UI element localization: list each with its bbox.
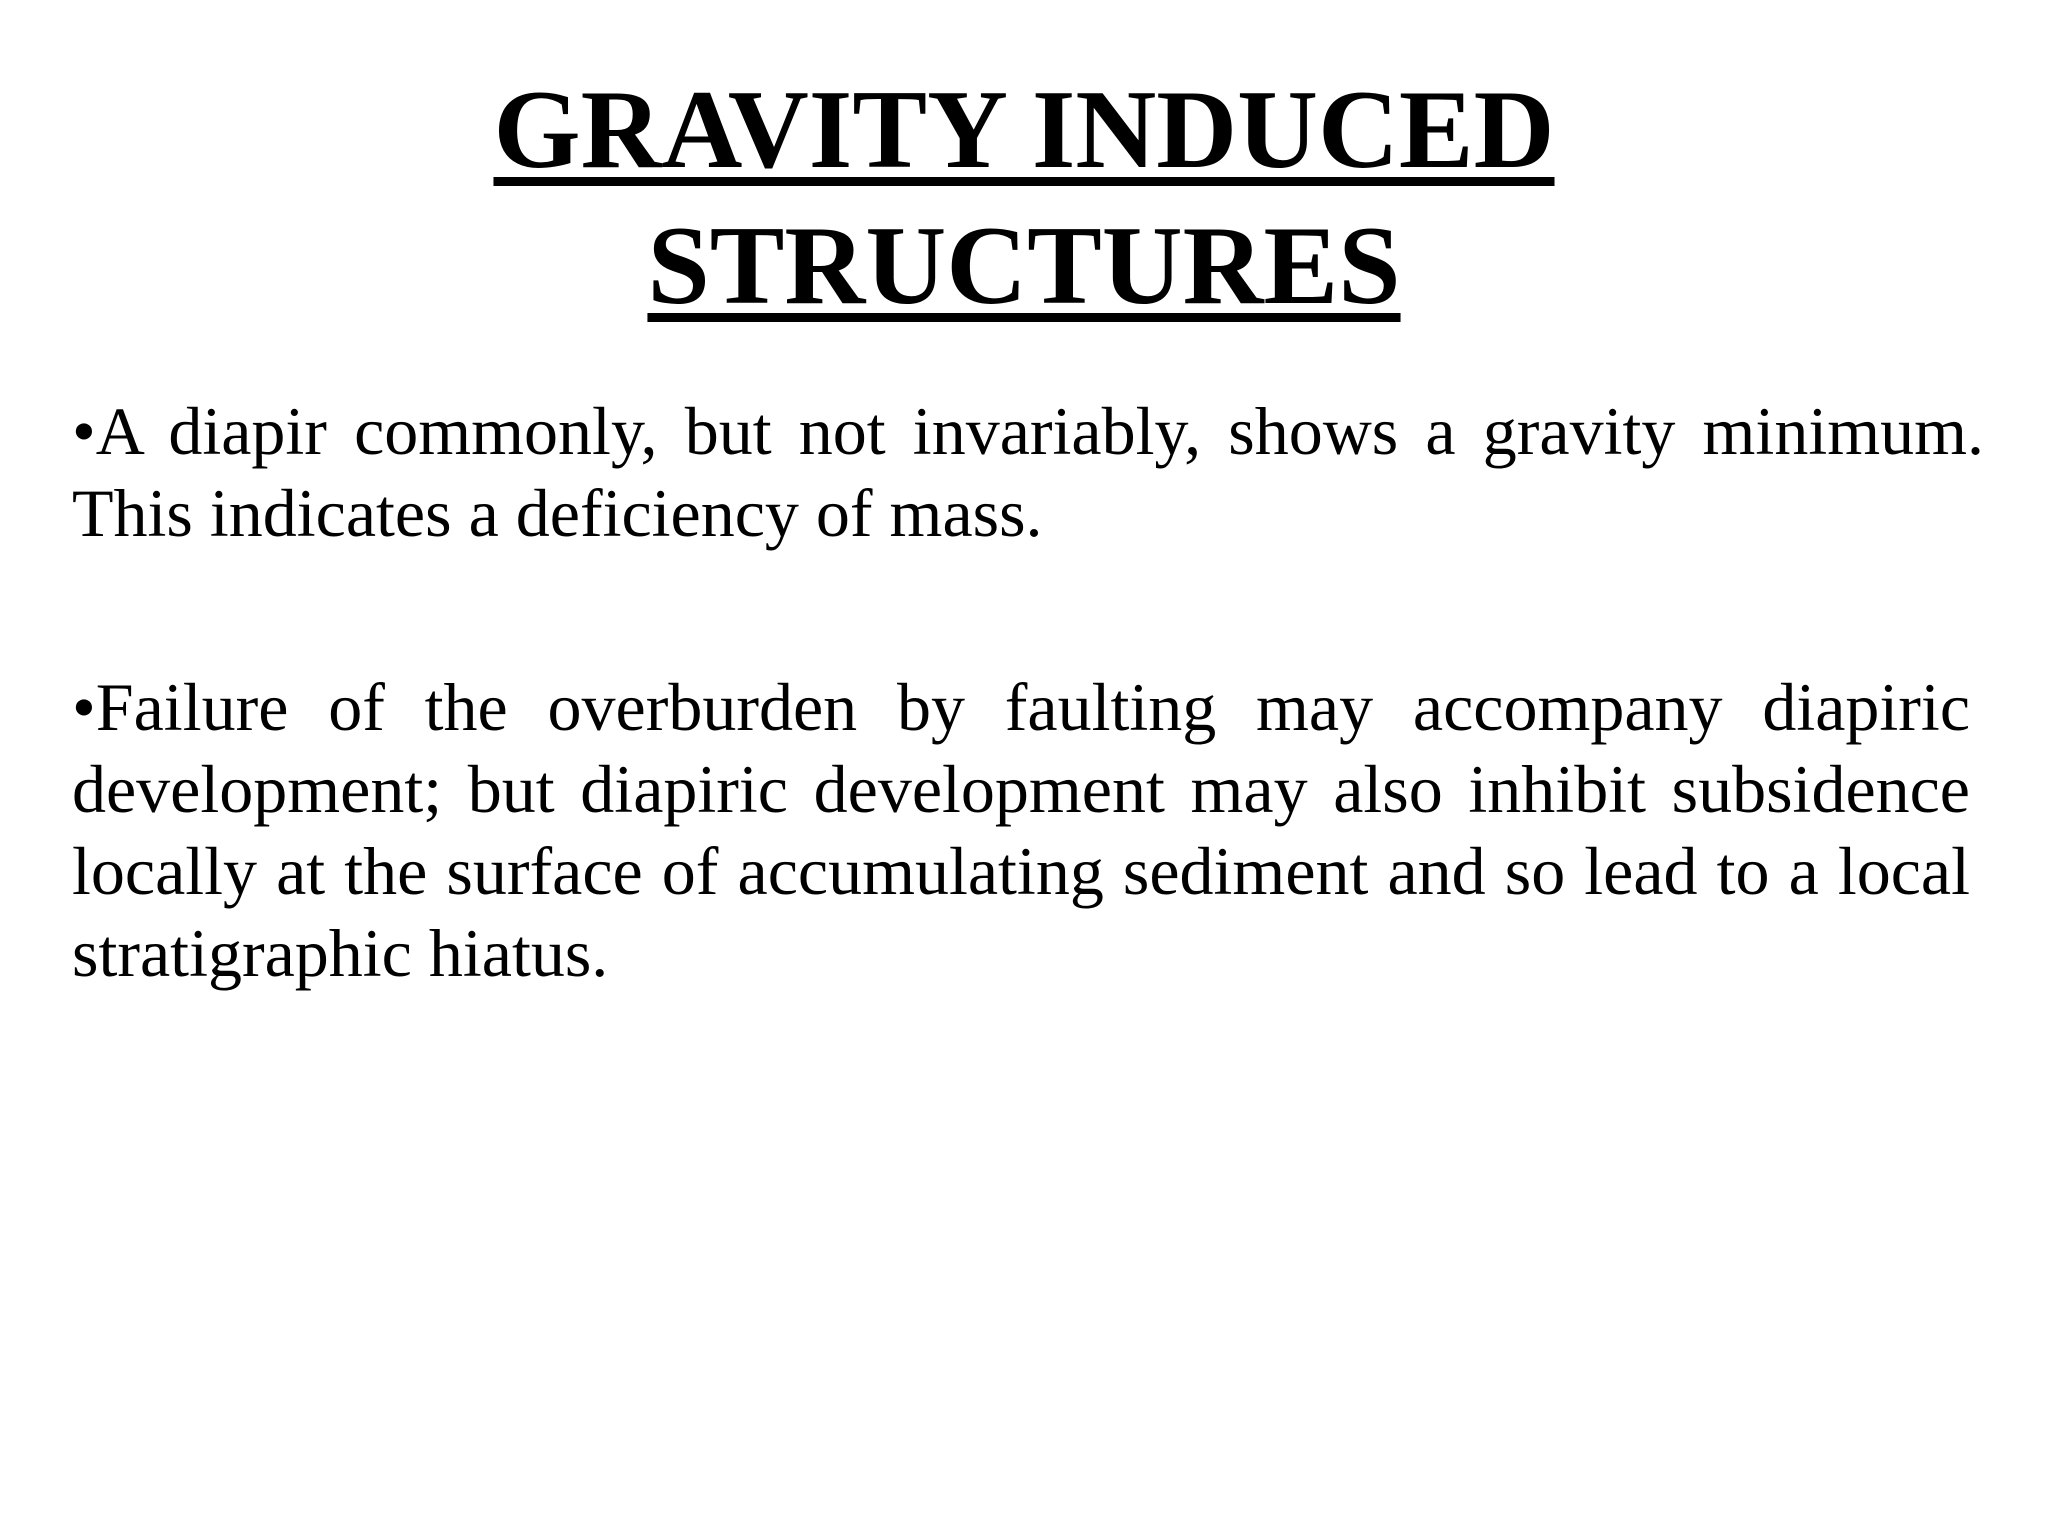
bullet-point-gravity-minimum: •A diapir commonly, but not invariably, shows a gravity minimum. This indicates a deficiency of mass. — [72, 393, 1984, 551]
slide-title-line-2: STRUCTURES — [647, 204, 1401, 328]
slide-title — [0, 62, 2048, 334]
slide-title-line-1: GRAVITY INDUCED — [493, 68, 1555, 192]
bullet-point-overburden-failure: •Failure of the overburden by faulting may accompany diapiric development; but diapiric development may also inhibit subsidence locally at the surface of accumulating sediment and so lead to a local stratigraphic hiatus. — [72, 669, 1970, 991]
